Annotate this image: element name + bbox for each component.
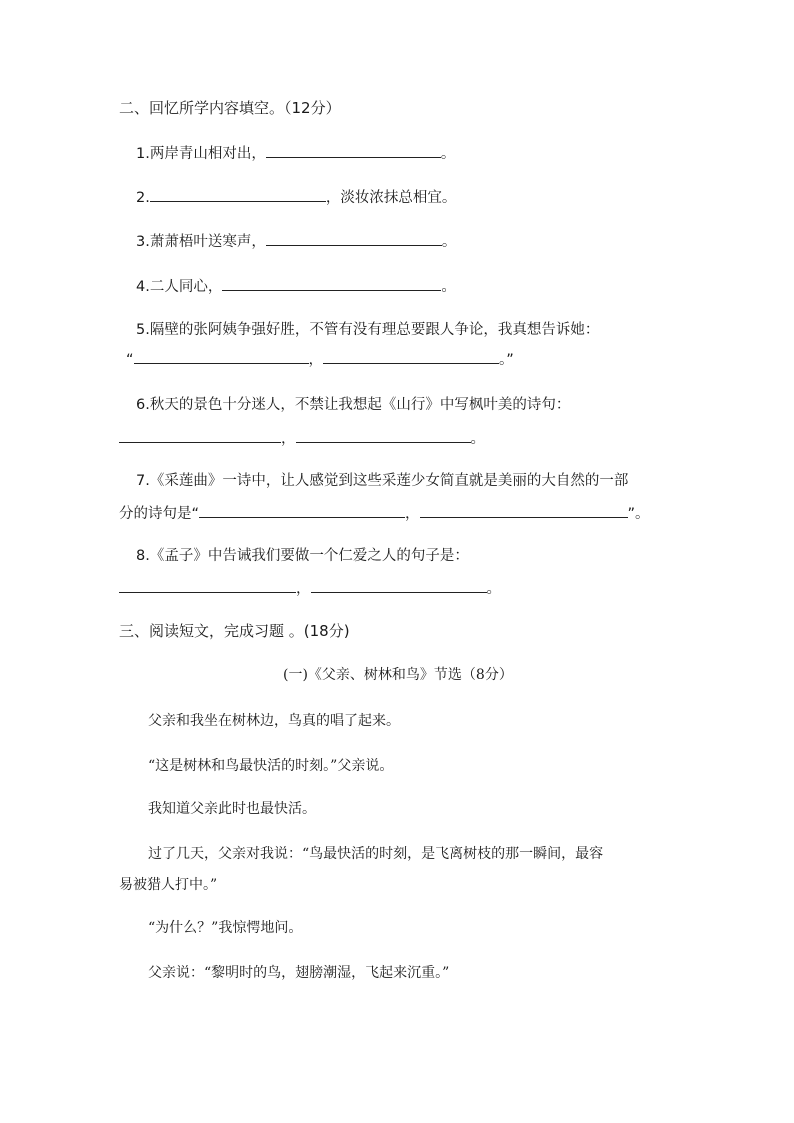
section-2-heading: 二、回忆所学内容填空。（12分）	[119, 99, 341, 117]
section-3-heading: 三、阅读短文，完成习题 。(18分)	[119, 622, 350, 640]
period: 。	[486, 581, 501, 597]
paragraph-continuation: 易被猎人打中。”	[119, 877, 218, 893]
answer-blank[interactable]	[150, 187, 326, 202]
answer-blank[interactable]	[199, 503, 405, 518]
paragraph: 父亲说：“黎明时的鸟，翅膀潮湿，飞起来沉重。”	[148, 965, 450, 981]
answer-blank[interactable]	[323, 349, 499, 364]
question-7-answer-line	[119, 503, 650, 524]
answer-blank[interactable]	[222, 276, 441, 291]
answer-blank[interactable]	[266, 231, 442, 246]
period: 。	[470, 431, 485, 447]
comma: ，	[405, 506, 420, 522]
question-1-text: 1.两岸青山相对出，	[136, 146, 266, 162]
question-2-text: ，淡妆浓抹总相宜。	[325, 190, 457, 206]
paragraph: 父亲和我坐在树林边，鸟真的唱了起来。	[148, 713, 400, 729]
answer-blank[interactable]	[296, 428, 471, 443]
answer-blank[interactable]	[119, 428, 281, 443]
close-quote: ”。	[627, 506, 650, 522]
question-2-prefix: 2.	[136, 190, 150, 206]
question-7: 7.《采莲曲》一诗中，让人感觉到这些采莲少女简直就是美丽的大自然的一部	[136, 473, 629, 489]
open-quote: “	[126, 352, 134, 368]
comma: ，	[281, 431, 296, 447]
question-4-text: 4.二人同心，	[136, 279, 223, 295]
paragraph: 过了几天，父亲对我说：“鸟最快活的时刻，是飞离树枝的那一瞬间，最容	[148, 846, 604, 862]
question-8: 8.《孟子》中告诫我们要做一个仁爱之人的句子是：	[136, 548, 469, 564]
question-2	[136, 187, 456, 208]
question-3	[136, 231, 456, 252]
question-1-end: 。	[440, 146, 456, 162]
answer-blank[interactable]	[420, 503, 628, 518]
question-6: 6.秋天的景色十分迷人，不禁让我想起《山行》中写枫叶美的诗句：	[136, 397, 571, 413]
paragraph: “这是树林和鸟最快活的时刻。”父亲说。	[148, 758, 394, 774]
question-1	[136, 143, 455, 164]
question-7-text2: 分的诗句是“	[119, 506, 200, 522]
answer-blank[interactable]	[119, 578, 296, 593]
passage-title: (一)《父亲、树林和鸟》节选（8分）	[283, 667, 513, 683]
answer-blank[interactable]	[134, 349, 309, 364]
paragraph: “为什么？”我惊愕地问。	[148, 920, 303, 936]
comma: ，	[308, 352, 324, 368]
close-quote: 。”	[499, 352, 514, 368]
question-8-answer-line	[119, 578, 501, 599]
answer-blank[interactable]	[311, 578, 487, 593]
question-3-end: 。	[441, 234, 457, 250]
paragraph: 我知道父亲此时也最快活。	[148, 801, 316, 817]
question-4-end: 。	[441, 279, 456, 295]
comma: ，	[296, 581, 311, 597]
question-4	[136, 276, 456, 297]
question-3-text: 3.萧萧梧叶送寒声，	[136, 234, 266, 250]
question-6-answer-line	[119, 428, 485, 449]
question-5: 5.隔壁的张阿姨争强好胜，不管有没有理总要跟人争论，我真想告诉她：	[136, 322, 600, 338]
answer-blank[interactable]	[266, 143, 441, 158]
question-5-answer-line	[126, 349, 514, 370]
